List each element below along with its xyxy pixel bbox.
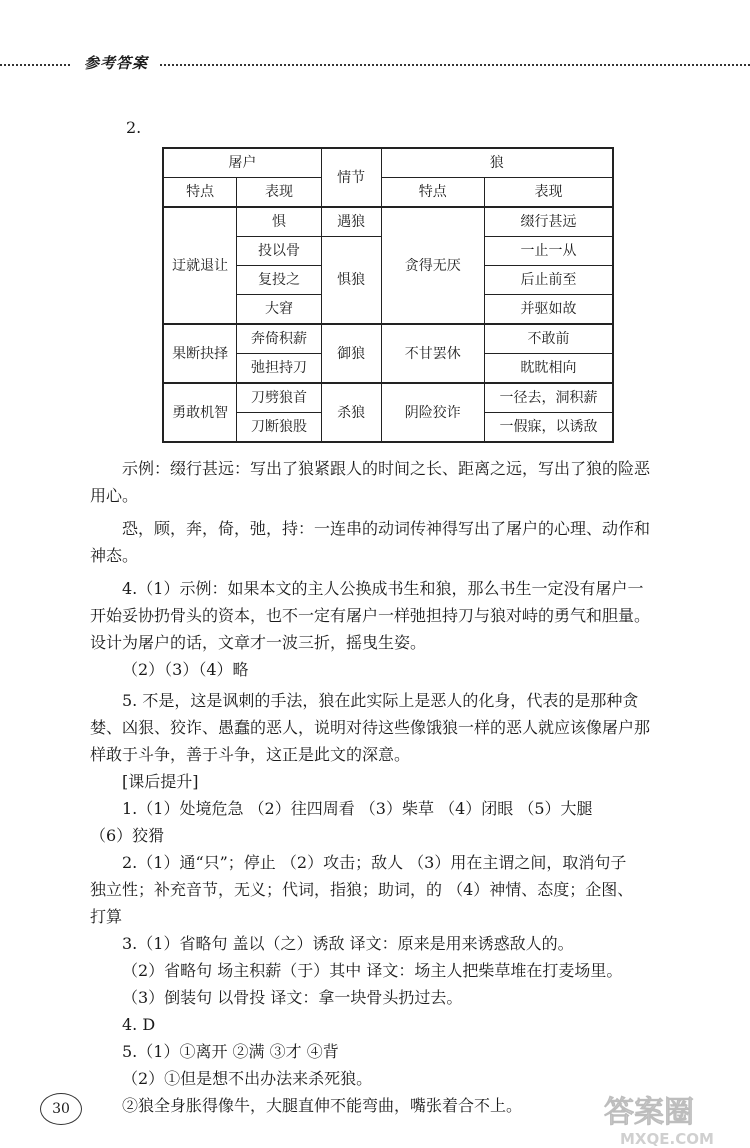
wolf-behavior-cell: 一假寐，以诱敌 xyxy=(485,413,613,443)
wolf-behavior-cell: 一止一从 xyxy=(485,237,613,266)
wolf-behavior-cell: 眈眈相向 xyxy=(485,354,613,384)
watermark-line2: MXQE.COM xyxy=(620,1130,714,1148)
table-row xyxy=(163,324,613,354)
plot-cell: 惧狼 xyxy=(321,237,381,325)
section-heading: [课后提升] xyxy=(122,772,199,791)
watermark-logo-icon xyxy=(600,1090,742,1148)
ext-q2-line: 打算 xyxy=(90,907,123,926)
header-lang: 狼 xyxy=(381,148,613,178)
ext-q1-line: 1.（1）处境危急 （2）往四周看 （3）柴草 （4）闭眼 （5）大腿 xyxy=(122,799,593,818)
plot-cell: 遇狼 xyxy=(321,207,381,237)
header-dotted-rule-right xyxy=(160,64,750,66)
tuhu-behavior-cell: 复投之 xyxy=(237,266,322,295)
subheader-behavior: 表现 xyxy=(237,178,322,208)
watermark-line1: 答案圈 xyxy=(604,1095,694,1130)
plot-cell: 杀狼 xyxy=(321,383,381,442)
ext-q5-line: ②狼全身胀得像牛，大腿直伸不能弯曲，嘴张着合不上。 xyxy=(122,1096,523,1115)
example-line: 示例：缀行甚远：写出了狼紧跟人的时间之长、距离之远，写出了狼的险恶 xyxy=(122,459,651,478)
ext-q5-line: （2）①但是想不出办法来杀死狼。 xyxy=(122,1069,373,1088)
ext-q2-line: 独立性；补充音节，无义；代词，指狼；助词，的 （4）神情、态度；企图、 xyxy=(90,880,634,899)
q5-line: 婪、凶狠、狡诈、愚蠢的恶人，说明对待这些像饿狼一样的恶人就应该像屠户那 xyxy=(90,718,651,737)
wolf-behavior-cell: 一径去，洞积薪 xyxy=(485,383,613,413)
analysis-table xyxy=(162,147,614,443)
verbs-line: 神态。 xyxy=(90,546,139,565)
header-dotted-rule-left xyxy=(0,64,70,66)
ext-q3-line: （3）倒装句 以骨投 译文：拿一块骨头扔过去。 xyxy=(122,988,463,1007)
ext-q3-line: 3.（1）省略句 盖以（之）诱敌 译文：原来是用来诱惑敌人的。 xyxy=(122,934,574,953)
tuhu-behavior-cell: 弛担持刀 xyxy=(237,354,322,384)
tuhu-behavior-cell: 投以骨 xyxy=(237,237,322,266)
q4-omit-line: （2）（3）（4）略 xyxy=(122,660,249,679)
tuhu-trait-cell: 迂就退让 xyxy=(163,207,237,324)
wolf-behavior-cell: 后止前至 xyxy=(485,266,613,295)
q4-line: 设计为屠户的话，文章才一波三折，摇曳生姿。 xyxy=(90,633,427,652)
subheader-trait-wolf: 特点 xyxy=(381,178,485,208)
question-2-number: 2. xyxy=(126,118,142,137)
ext-q1-line: （6）狡猾 xyxy=(90,826,165,845)
plot-cell: 御狼 xyxy=(321,324,381,383)
verbs-line: 恐，顾，奔，倚，弛，持：一连串的动词传神得写出了屠户的心理、动作和 xyxy=(122,519,651,538)
wolf-behavior-cell: 并驱如故 xyxy=(485,295,613,325)
table-row xyxy=(163,383,613,413)
subheader-behavior-wolf: 表现 xyxy=(485,178,613,208)
tuhu-behavior-cell: 惧 xyxy=(237,207,322,237)
subheader-trait: 特点 xyxy=(163,178,237,208)
tuhu-trait-cell: 勇敢机智 xyxy=(163,383,237,442)
wolf-behavior-cell: 不敢前 xyxy=(485,324,613,354)
q5-line: 5. 不是，这是讽刺的手法，狼在此实际上是恶人的化身，代表的是那种贪 xyxy=(122,691,639,710)
tuhu-behavior-cell: 刀劈狼首 xyxy=(237,383,322,413)
q4-line: 4.（1）示例：如果本文的主人公换成书生和狼，那么书生一定没有屠户一 xyxy=(122,579,644,598)
ext-q3-line: （2）省略句 场主积薪（于）其中 译文：场主人把柴草堆在打麦场里。 xyxy=(122,961,623,980)
tuhu-behavior-cell: 刀断狼股 xyxy=(237,413,322,443)
ext-q4-line: 4. D xyxy=(122,1015,156,1034)
header-qingjie: 情节 xyxy=(321,148,381,207)
wolf-trait-cell: 不甘罢休 xyxy=(381,324,485,383)
header-title: 参考答案 xyxy=(84,54,149,72)
page-number: 30 xyxy=(40,1093,82,1125)
tuhu-behavior-cell: 奔倚积薪 xyxy=(237,324,322,354)
wolf-trait-cell: 阴险狡诈 xyxy=(381,383,485,442)
tuhu-behavior-cell: 大窘 xyxy=(237,295,322,325)
q4-line: 开始妥协扔骨头的资本，也不一定有屠户一样弛担持刀与狼对峙的勇气和胆量。 xyxy=(90,606,651,625)
wolf-trait-cell: 贪得无厌 xyxy=(381,207,485,324)
header-tuhu: 屠户 xyxy=(163,148,321,178)
wolf-behavior-cell: 缀行甚远 xyxy=(485,207,613,237)
example-line: 用心。 xyxy=(90,486,139,505)
answer-body xyxy=(90,455,698,1119)
page-header xyxy=(0,52,750,76)
tuhu-trait-cell: 果断抉择 xyxy=(163,324,237,383)
ext-q5-line: 5.（1）①离开 ②满 ③才 ④背 xyxy=(122,1042,339,1061)
ext-q2-line: 2.（1）通“只”；停止 （2）攻击；敌人 （3）用在主谓之间，取消句子 xyxy=(122,853,627,872)
table-row xyxy=(163,207,613,237)
q5-line: 样敢于斗争，善于斗争，这正是此文的深意。 xyxy=(90,745,411,764)
